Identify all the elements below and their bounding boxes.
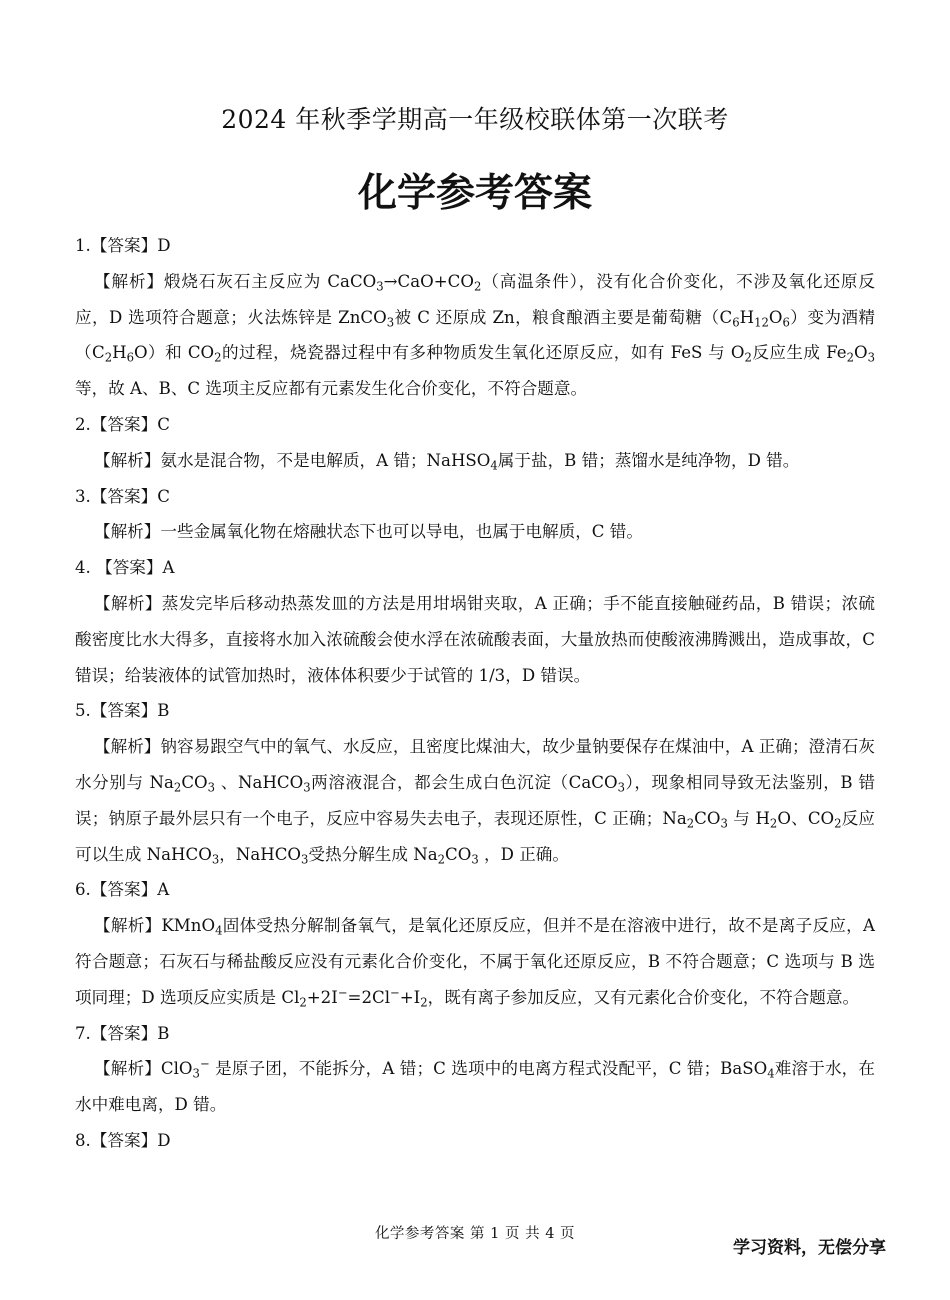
explanation-1: 【解析】煅烧石灰石主反应为 $CaCO_3\to CaO+CO_2$（高温条件），没有化合价变化，不涉及氧化还原反应，D 选项符合题意；火法炼锌是 ZnCO$_3$被 C 还原成 Zn，粮食酿酒主要是葡萄糖$(C_6H_{12}O_6)$变为酒精$(C_2H_6O)$和 $CO_2$的过程，烧瓷器过程中有多种物质发生氧化还原反应，如有 FeS 与 $O_2$反应生成 $Fe_2O_3$等，故 A、B、C 选项主反应都有元素发生化合价变化，不符合题意。: [75, 271, 876, 399]
explanation-5: 【解析】钠容易跟空气中的氧气、水反应，且密度比煤油大，故少量钠要保存在煤油中，A 正确；澄清石灰水分别与 $Na_2CO_3$ 、NaHCO$_3$两溶液混合，都会生成白色沉淀（CaCO$_3$），现象相同导致无法鉴别，B 错误；钠原子最外层只有一个电子，反应中容易失去电子，表现还原性，C 正确；$Na_2CO_3$ 与 $H_2O$、$CO_2$反应可以生成 NaHCO$_3$，NaHCO$_3$受热分解生成 $Na_2CO_3$ ，D 正确。: [75, 737, 876, 866]
answer-content: [75, 228, 875, 1159]
answer-5: 5.【答案】B: [75, 701, 170, 721]
document-subtitle: 化学参考答案: [357, 171, 592, 216]
answer-2: 2.【答案】C: [75, 414, 170, 434]
explanation-6: 【解析】KMnO$_4$固体受热分解制备氧气，是氧化还原反应，但并不是在溶液中进行，故不是离子反应，A 符合题意；石灰石与稀盐酸反应没有元素化合价变化，不属于氧化还原反应，B 不符合题意；C 选项与 B 选项同理；D 选项反应实质是 $Cl_2+2I^-=2Cl^-+I_2$，既有离子参加反应，又有元素化合价变化，不符合题意。: [75, 916, 875, 1009]
exam-title: 2024 年秋季学期高一年级校联体第一次联考: [221, 105, 729, 134]
share-watermark-text: 学习资料，无偿分享: [733, 1238, 886, 1258]
page-footer: 化学参考答案 第 1 页 共 4 页: [374, 1226, 576, 1242]
answer-3: 3.【答案】C: [75, 486, 170, 506]
explanation-7: 【解析】ClO$_3$− 是原子团，不能拆分，A 错；C 选项中的电离方程式没配平，C 错；BaSO$_4$难溶于水，在水中难电离，D 错。: [75, 1056, 876, 1115]
explanation-4: 【解析】蒸发完毕后移动热蒸发皿的方法是用坩埚钳夹取，A 正确；手不能直接触碰药品，B 错误；浓硫酸密度比水大得多，直接将水加入浓硫酸会使水浮在浓硫酸表面，大量放热而使酸液沸腾溅出，造成事故，C 错误；给装液体的试管加热时，液体体积要少于试管的 1/3，D 错误。: [75, 593, 875, 685]
answer-4: 4. 【答案】A: [75, 558, 175, 578]
explanation-3: 【解析】一些金属氧化物在熔融状态下也可以导电，也属于电解质，C 错。: [94, 522, 643, 542]
explanation-2: 【解析】氨水是混合物，不是电解质，A 错；NaHSO$_4$属于盐，B 错；蒸馏水是纯净物，D 错。: [94, 450, 800, 473]
answer-6: 6.【答案】A: [75, 880, 170, 900]
answer-8: 8.【答案】D: [75, 1130, 171, 1150]
answer-1: 1.【答案】D: [75, 236, 171, 255]
answer-7: 7.【答案】B: [75, 1023, 170, 1043]
